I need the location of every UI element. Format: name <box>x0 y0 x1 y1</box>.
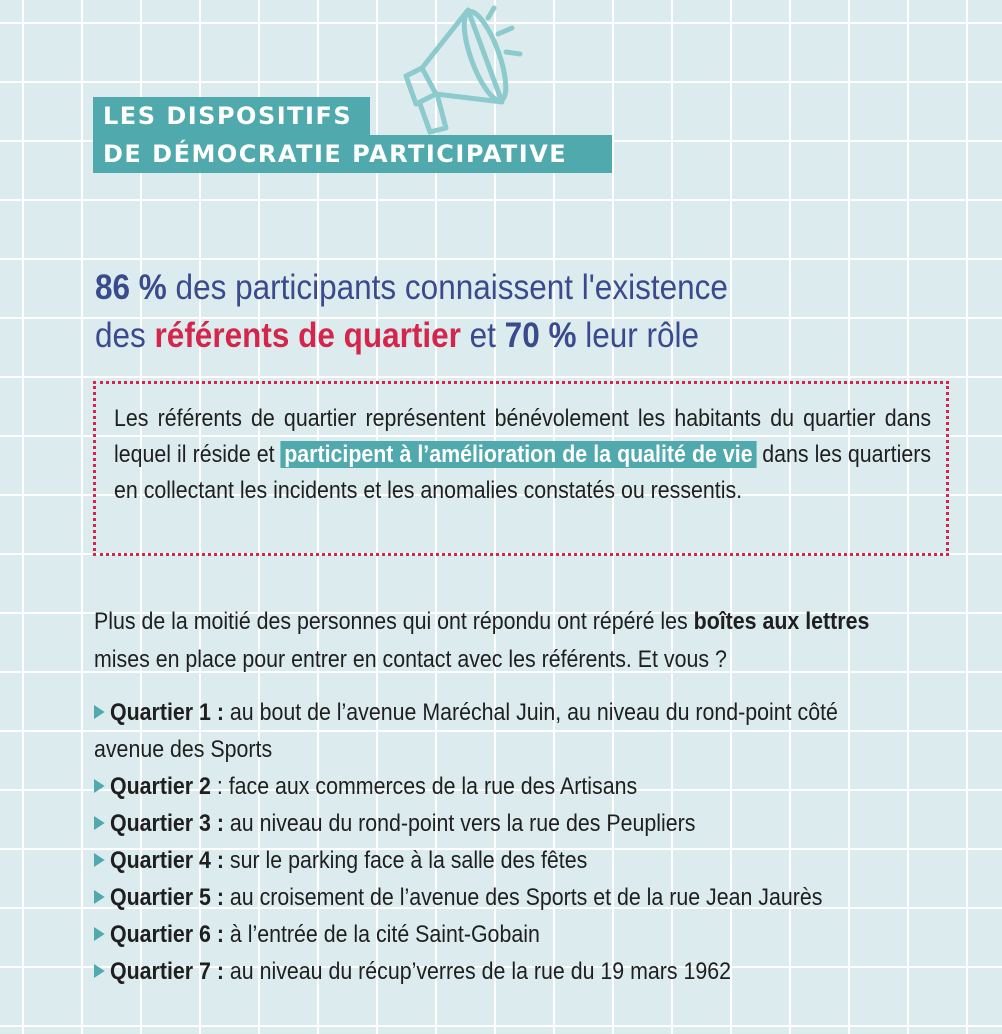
quartier-location: à l’entrée de la cité Saint-Gobain <box>223 921 540 948</box>
headline-text-1: des participants connaissent l'existence <box>166 268 728 307</box>
headline <box>95 264 815 360</box>
quartier-location: au niveau du rond-point vers la rue des Peupliers <box>223 810 696 837</box>
quartier-location: au bout de l’avenue Maréchal Juin, au niveau du rond-point côté avenue des Sports <box>94 699 838 763</box>
quartier-name: Quartier 4 : <box>110 847 224 874</box>
quartier-name: Quartier 1 : <box>110 699 224 726</box>
quartier-name: Quartier 3 : <box>110 810 224 837</box>
mailbox-paragraph <box>94 603 891 679</box>
triangle-right-icon <box>94 964 105 978</box>
section-banner <box>93 97 623 177</box>
headline-text-2: des <box>95 316 155 355</box>
headline-text-4: leur rôle <box>576 316 700 355</box>
banner-title-line-2: DE DÉMOCRATIE PARTICIPATIVE <box>93 135 612 173</box>
quartier-name: Quartier 6 : <box>110 921 224 948</box>
info-box-text-after: dans les quartiers en collectant les incidents et les anomalies constatés ou ressentis. <box>114 441 932 504</box>
paragraph-bold: boîtes aux lettres <box>693 608 870 635</box>
info-box-highlight: participent à l’amélioration de la qualité de vie <box>281 441 757 468</box>
info-box-text-before: Les référents de quartier représentent bénévolement les habitants du quartier dans lequel il réside et <box>114 405 932 468</box>
headline-accent: référents de quartier <box>154 316 461 355</box>
headline-percent-70: 70 % <box>504 316 577 355</box>
headline-percent-86: 86 % <box>95 268 167 307</box>
quartier-name: Quartier 5 : <box>110 884 224 911</box>
triangle-right-icon <box>94 779 105 793</box>
quartier-location: au niveau du récup’verres de la rue du 19 mars 1962 <box>223 958 732 985</box>
list-item <box>94 842 913 879</box>
list-item <box>94 694 913 768</box>
list-item <box>94 953 913 990</box>
paragraph-text-after: mises en place pour entrer en contact avec les référents. Et vous ? <box>94 646 727 673</box>
quartier-location: au croisement de l’avenue des Sports et de la rue Jean Jaurès <box>223 884 823 911</box>
list-item <box>94 805 913 842</box>
triangle-right-icon <box>94 705 105 719</box>
quartier-location: sur le parking face à la salle des fêtes <box>223 847 588 874</box>
triangle-right-icon <box>94 853 105 867</box>
info-box-text <box>114 401 931 509</box>
headline-text-3: et <box>460 316 505 355</box>
list-item <box>94 768 913 805</box>
triangle-right-icon <box>94 816 105 830</box>
banner-title-line-1: LES DISPOSITIFS <box>93 97 370 135</box>
quartier-location: : face aux commerces de la rue des Artisans <box>210 773 638 800</box>
quartier-list <box>94 694 913 990</box>
list-item <box>94 879 913 916</box>
list-item <box>94 916 913 953</box>
paragraph-text-before: Plus de la moitié des personnes qui ont répondu ont répéré les <box>94 608 694 635</box>
triangle-right-icon <box>94 890 105 904</box>
triangle-right-icon <box>94 927 105 941</box>
quartier-name: Quartier 7 : <box>110 958 224 985</box>
quartier-name: Quartier 2 <box>110 773 211 800</box>
